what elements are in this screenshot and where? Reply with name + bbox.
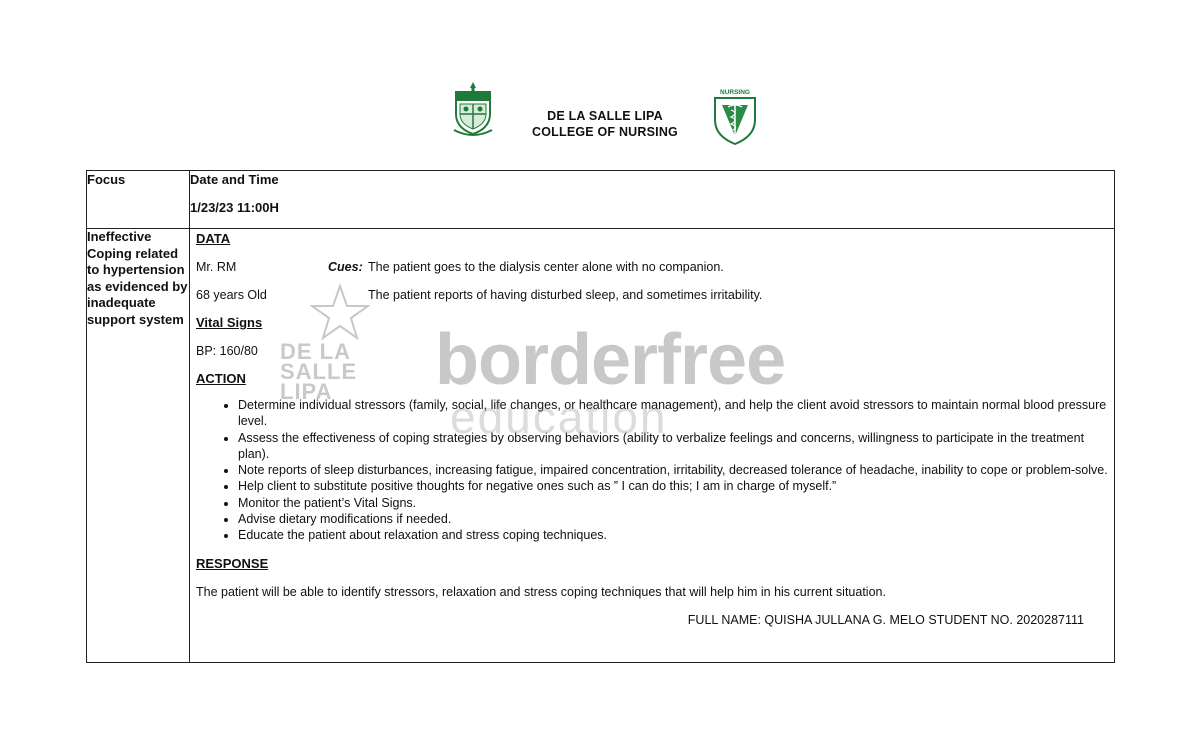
cue-1: The patient goes to the dialysis center alone with no companion. (368, 260, 724, 274)
nursing-shield-logo (711, 88, 759, 146)
cues-label: Cues: (328, 260, 363, 274)
patient-name: Mr. RM (196, 260, 237, 274)
action-item: • Determine individual stressors (family, social, life changes, or healthcare management), and help the client avoid stressors to maintain normal blood pressure level. (238, 397, 1108, 430)
response-text: The patient will be able to identify stressors, relaxation and stress coping techniques that will help him in his current situation. (196, 584, 886, 599)
nursing-logo-text: NURSING (720, 89, 750, 96)
document-header (0, 80, 1200, 150)
watermark-school: DE LA SALLE LIPA (280, 339, 358, 404)
school-title (500, 108, 710, 140)
datetime-cell (190, 171, 1115, 229)
action-item: • Help client to substitute positive thoughts for negative ones such as ” I can do this; I am in charge of myself.” (238, 478, 1108, 494)
student-info: FULL NAME: QUISHA JULLANA G. MELO STUDENT NO. 2020287111 (687, 612, 1084, 627)
focus-charting-table (86, 170, 1115, 663)
action-item: • Note reports of sleep disturbances, increasing fatigue, impaired concentration, irritability, decreased tolerance of headache, inability to cope or problem-solve. (238, 462, 1108, 478)
college-name: COLLEGE OF NURSING (532, 125, 678, 139)
focus-header: Focus (87, 172, 126, 187)
dar-content (190, 229, 1114, 628)
action-heading: ACTION (196, 371, 246, 386)
datetime-label: Date and Time (190, 172, 279, 187)
dlsl-crest-logo (452, 80, 494, 138)
cue-row-1 (196, 259, 1108, 275)
focus-header-cell (87, 171, 190, 229)
action-item: • Assess the effectiveness of coping strategies by observing behaviors (ability to verbalize feelings and concerns, willingness to participate in the treatment plan). (238, 430, 1108, 463)
response-heading: RESPONSE (196, 555, 269, 571)
action-item: • Educate the patient about relaxation and stress coping techniques. (238, 527, 1108, 543)
action-list (196, 397, 1108, 544)
action-item: • Monitor the patient’s Vital Signs. (238, 495, 1108, 511)
focus-cell (87, 229, 190, 663)
watermark-sub: education (450, 391, 668, 443)
patient-age: 68 years Old (196, 288, 267, 302)
watermark-brand: borderfree (435, 320, 786, 400)
cue-row-2 (196, 287, 1108, 303)
school-name: DE LA SALLE LIPA (547, 109, 663, 123)
dar-cell (190, 229, 1115, 663)
datetime-value: 1/23/23 11:00H (190, 200, 279, 215)
cue-2: The patient reports of having disturbed sleep, and sometimes irritability. (368, 288, 763, 302)
blood-pressure: BP: 160/80 (196, 344, 258, 358)
data-heading: DATA (196, 231, 231, 246)
focus-text: Ineffective Coping related to hypertension as evidenced by inadequate support system (87, 229, 188, 327)
action-item: • Advise dietary modifications if needed. (238, 511, 1108, 527)
vital-signs-heading: Vital Signs (196, 315, 263, 330)
